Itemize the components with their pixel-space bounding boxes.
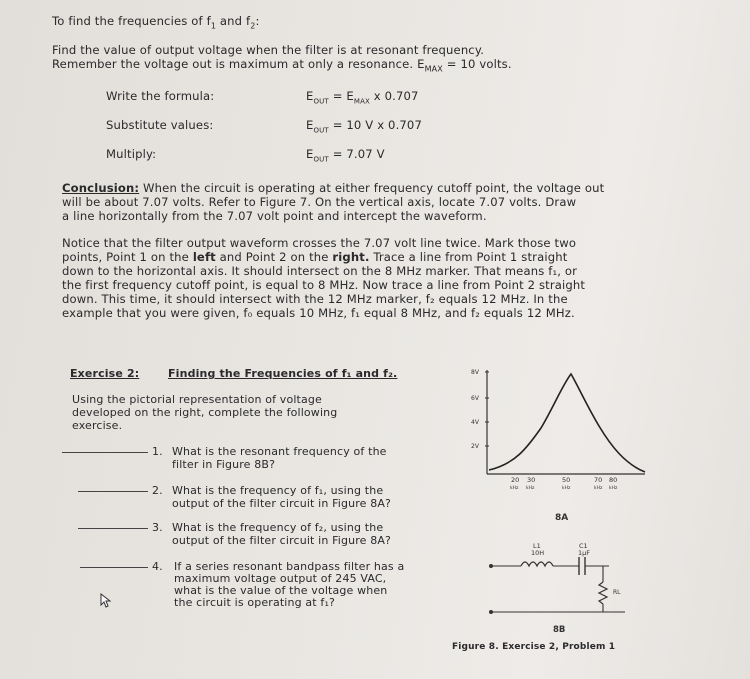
y-tick-8v: 8V <box>471 369 479 376</box>
c1-name: C1 <box>579 542 588 550</box>
question-1-line-1: What is the resonant frequency of the <box>172 445 387 458</box>
answer-blank-2[interactable] <box>78 491 148 492</box>
figure-8b-label: 8B <box>553 625 566 635</box>
conclusion-line-1: Conclusion: When the circuit is operating at either frequency cutoff point, the voltage out <box>62 181 605 195</box>
x-tick-50: 50 <box>562 476 571 484</box>
notice-line-4: the first frequency cutoff point, is equal to 8 MHz. Now trace a line from Point 2 straight <box>62 278 586 292</box>
exercise-intro-3: exercise. <box>72 419 123 432</box>
question-4-line-2: maximum voltage output of 245 VAC, <box>174 572 387 585</box>
figure-8a-label: 8A <box>555 513 569 520</box>
mouse-cursor-icon <box>100 593 114 609</box>
question-3-line-2: output of the filter circuit in Figure 8A? <box>172 534 392 547</box>
answer-blank-3[interactable] <box>78 528 148 529</box>
inductor-l1 <box>521 562 553 566</box>
l1-value: 10H <box>531 549 545 557</box>
step-expr-multiply: $E_{OUT} = 7.07$ V <box>306 147 385 164</box>
step-label-formula: Write the formula: <box>106 89 215 103</box>
y-tick-4v: 4V <box>471 419 479 426</box>
question-4-number: 4. <box>152 560 163 573</box>
figure-8b-circuit <box>485 540 645 640</box>
x-tick-80: 80 <box>609 476 618 484</box>
question-2-number: 2. <box>152 484 163 497</box>
question-2-line-1: What is the frequency of f₁, using the <box>172 484 384 497</box>
notice-line-2: points, Point 1 on the left and Point 2 on the right. Trace a line from Point 1 straight <box>62 250 568 264</box>
notice-line-5: down. This time, it should intersect with the 12 MHz marker, f₂ equals 12 MHz. In the <box>62 292 568 306</box>
question-3-line-1: What is the frequency of f₂, using the <box>172 521 384 534</box>
l1-name: L1 <box>533 542 541 550</box>
step-label-multiply: Multiply: <box>106 147 157 161</box>
question-4-line-1: If a series resonant bandpass filter has a <box>174 560 405 573</box>
y-tick-2v: 2V <box>471 443 479 450</box>
c1-value: 1µF <box>578 549 591 557</box>
question-1-number: 1. <box>152 445 163 458</box>
conclusion-line-3: a line horizontally from the 7.07 volt point and intercept the waveform. <box>62 209 487 223</box>
figure-caption: Figure 8. Exercise 2, Problem 1 <box>452 642 616 652</box>
notice-line-3: down to the horizontal axis. It should intersect on the 8 MHz marker. That means f₁, or <box>62 264 578 278</box>
exercise-label: Exercise 2: <box>70 367 140 380</box>
intro-line-2: Remember the voltage out is maximum at only a resonance. $E_{MAX} = 10$ volts. <box>52 57 512 74</box>
notice-line-1: Notice that the filter output waveform crosses the 7.07 volt line twice. Mark those two <box>62 236 577 250</box>
response-curve <box>489 374 645 472</box>
question-2-line-2: output of the filter circuit in Figure 8A? <box>172 497 392 510</box>
question-1-line-2: filter in Figure 8B? <box>172 458 276 471</box>
notice-line-6: example that you were given, f₀ equals 10 MHz, f₁ equal 8 MHz, and f₂ equals 12 MHz. <box>62 306 575 320</box>
question-3-number: 3. <box>152 521 163 534</box>
step-expr-formula: $E_{OUT} = E_{MAX}$ x 0.707 <box>306 89 419 106</box>
header-line: To find the frequencies of $f_1$ and $f_2$: <box>52 14 260 31</box>
y-tick-6v: 6V <box>471 395 479 402</box>
ground-terminal <box>489 610 493 614</box>
exercise-intro-2: developed on the right, complete the following <box>72 406 338 419</box>
step-expr-substitute: $E_{OUT} = 10$ V x 0.707 <box>306 118 422 135</box>
x-tick-30: 30 <box>527 476 536 484</box>
x-unit-20: kHz <box>510 486 519 491</box>
question-4-line-3: what is the value of the voltage when <box>174 584 388 597</box>
conclusion-line-2: will be about 7.07 volts. Refer to Figure 7. On the vertical axis, locate 7.07 volts. Draw <box>62 195 577 209</box>
x-tick-70: 70 <box>594 476 603 484</box>
question-4-line-4: the circuit is operating at f₁? <box>174 596 335 609</box>
answer-blank-1[interactable] <box>62 452 148 453</box>
exercise-title: Finding the Frequencies of f₁ and f₂. <box>168 367 398 380</box>
x-tick-20: 20 <box>511 476 520 484</box>
figure-8a-graph <box>455 360 655 520</box>
intro-line-1: Find the value of output voltage when the filter is at resonant frequency. <box>52 43 485 57</box>
step-label-substitute: Substitute values: <box>106 118 214 132</box>
resistor-rl <box>599 582 607 604</box>
x-unit-50: kHz <box>562 486 571 491</box>
conclusion-heading: Conclusion: <box>62 181 140 195</box>
x-unit-80: kHz <box>609 486 618 491</box>
input-terminal <box>489 564 493 568</box>
exercise-intro-1: Using the pictorial representation of voltage <box>72 393 322 406</box>
x-unit-70: kHz <box>594 486 603 491</box>
x-unit-30: kHz <box>526 486 535 491</box>
rl-name: RL <box>613 589 621 596</box>
answer-blank-4[interactable] <box>80 567 148 568</box>
